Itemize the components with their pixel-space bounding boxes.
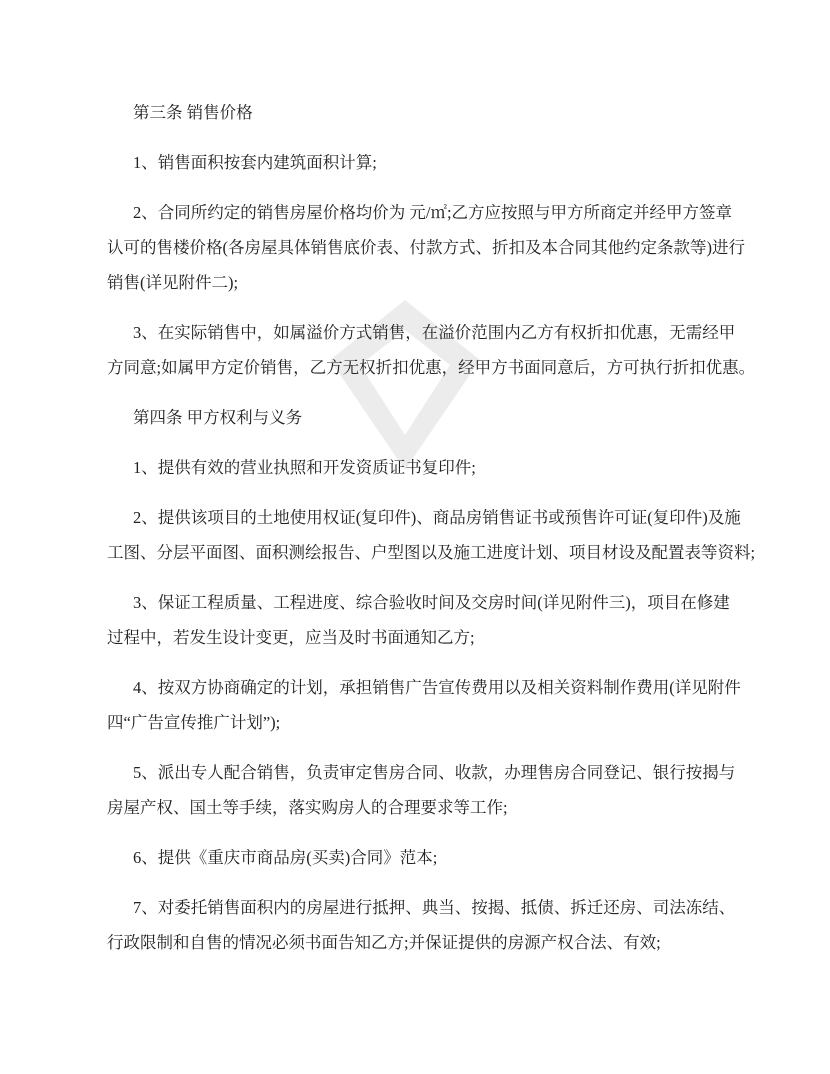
- paragraph-line: 1、提供有效的营业执照和开发资质证书复印件;: [133, 458, 476, 477]
- paragraph-line: 销售(详见附件二);: [107, 273, 239, 292]
- paragraph-line: 认可的售楼价格(各房屋具体销售底价表、付款方式、折扣及本合同其他约定条款等)进行: [107, 238, 745, 257]
- paragraph-line: 7、对委托销售面积内的房屋进行抵押、典当、按揭、抵债、拆迁还房、司法冻结、: [133, 898, 736, 917]
- paragraph-line: 2、提供该项目的土地使用权证(复印件)、商品房销售证书或预售许可证(复印件)及施: [133, 508, 741, 527]
- paragraph-line: 6、提供《重庆市商品房(买卖)合同》范本;: [133, 848, 438, 867]
- paragraph-line: 5、派出专人配合销售，负责审定售房合同、收款，办理售房合同登记、银行按揭与: [133, 763, 736, 782]
- paragraph-line: 四“广告宣传推广计划”);: [107, 713, 281, 732]
- paragraph-line: 2、合同所约定的销售房屋价格均价为 元/㎡;乙方应按照与甲方所商定并经甲方签章: [133, 203, 733, 222]
- paragraph-line: 3、在实际销售中，如属溢价方式销售，在溢价范围内乙方有权折扣优惠，无需经甲: [133, 323, 736, 342]
- paragraph-line: 1、销售面积按套内建筑面积计算;: [133, 153, 377, 172]
- paragraph-line: 行政限制和自售的情况必须书面告知乙方;并保证提供的房源产权合法、有效;: [107, 933, 661, 952]
- section-heading: 第三条 销售价格: [133, 103, 253, 122]
- paragraph-line: 房屋产权、国土等手续，落实购房人的合理要求等工作;: [107, 798, 508, 817]
- paragraph-line: 方同意;如属甲方定价销售，乙方无权折扣优惠，经甲方书面同意后，方可执行折扣优惠。: [107, 358, 756, 377]
- paragraph-line: 过程中，若发生设计变更，应当及时书面通知乙方;: [107, 628, 475, 647]
- paragraph-line: 3、保证工程质量、工程进度、综合验收时间及交房时间(详见附件三)，项目在修建: [133, 593, 730, 612]
- paragraph-line: 工图、分层平面图、面积测绘报告、户型图以及施工进度计划、项目材设及配置表等资料;: [107, 543, 756, 562]
- section-heading: 第四条 甲方权利与义务: [133, 408, 303, 427]
- paragraph-line: 4、按双方协商确定的计划，承担销售广告宣传费用以及相关资料制作费用(详见附件: [133, 678, 741, 697]
